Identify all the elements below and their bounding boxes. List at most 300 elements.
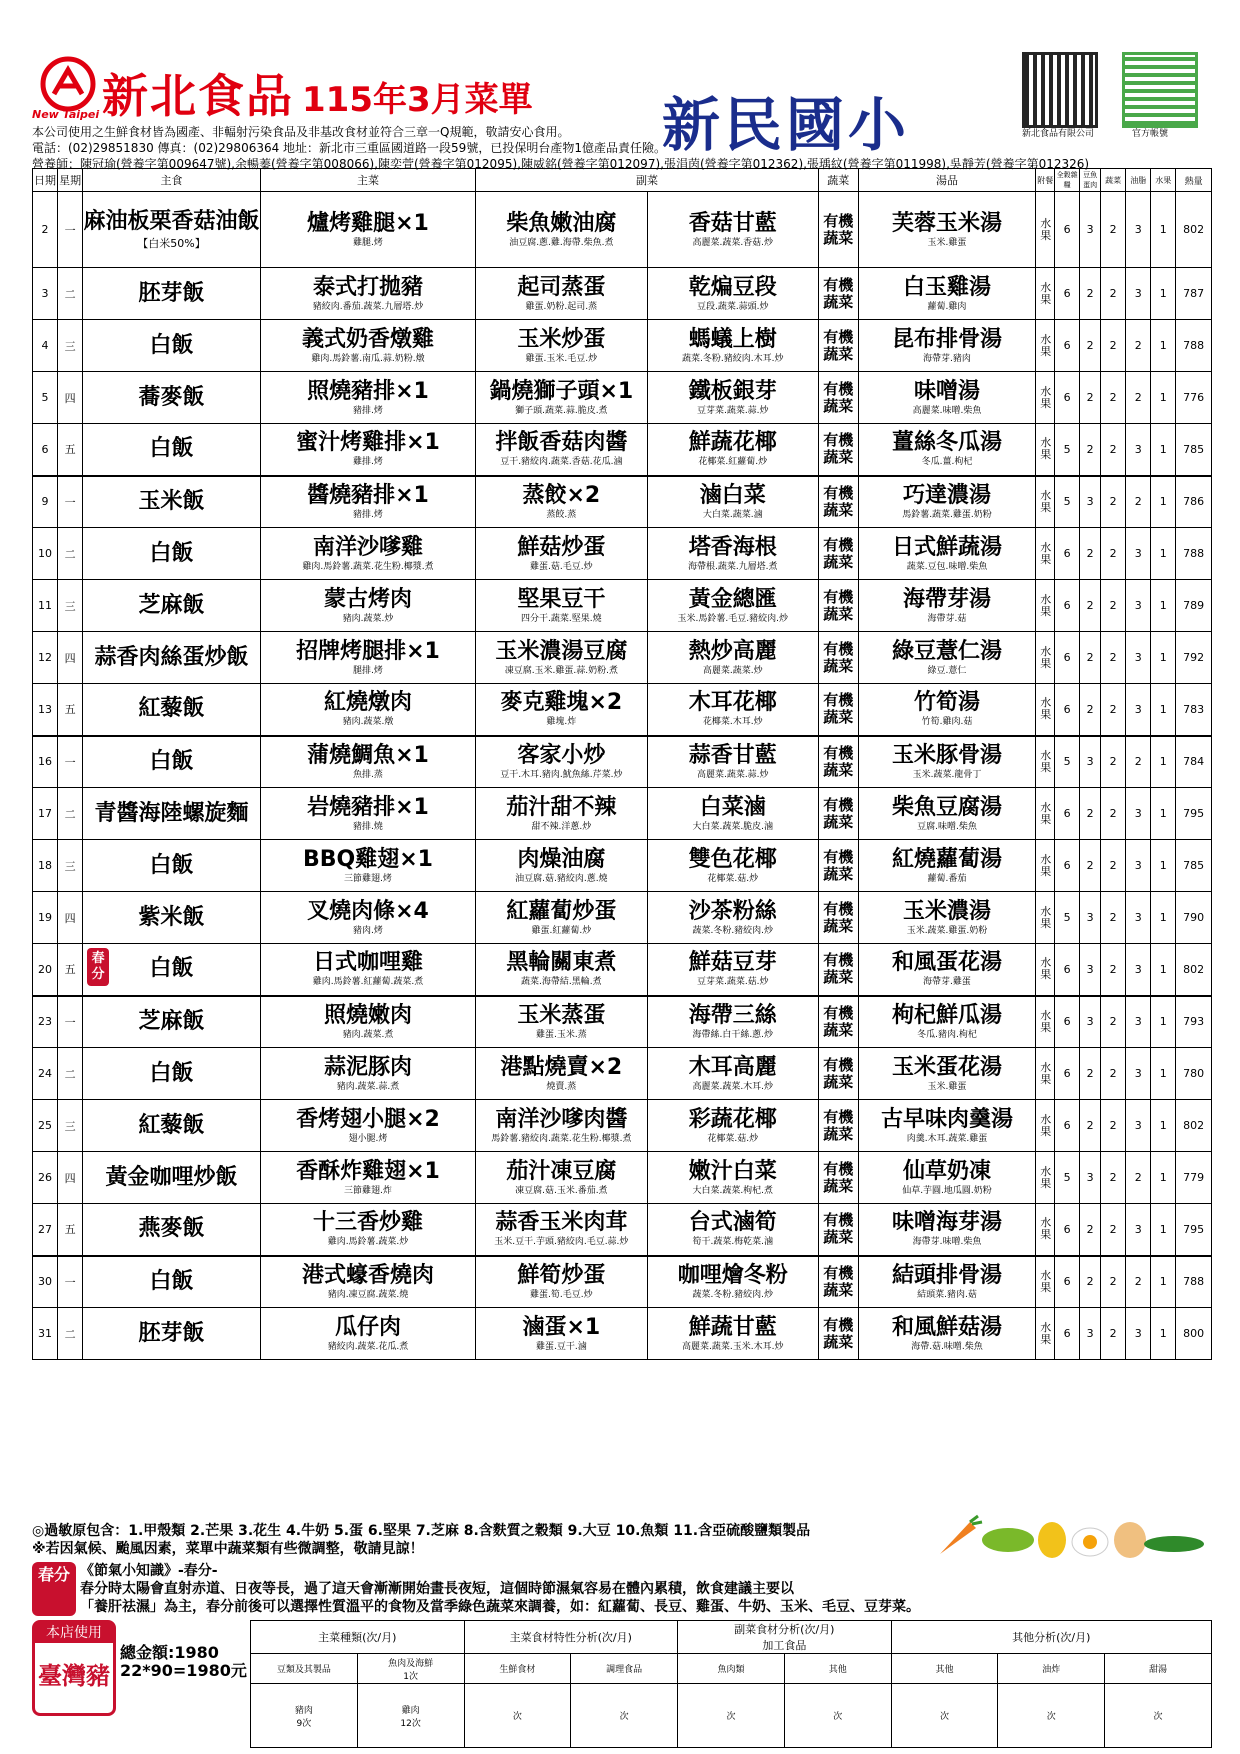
- grains-value: 6: [1063, 859, 1071, 872]
- vegetable-cell: [818, 736, 858, 788]
- side-dish-cell: [476, 996, 647, 1048]
- staple-note: 【白米50%】: [137, 236, 206, 250]
- stats-side-other: 其他: [784, 1654, 891, 1684]
- main-dish-name: 香烤翅小腿×2: [296, 1106, 440, 1132]
- staple-cell: [83, 528, 261, 580]
- menu-row: [33, 320, 1212, 372]
- veg-portion-value: 2: [1109, 599, 1117, 612]
- day-value: 五: [64, 443, 76, 457]
- day-cell: [58, 1100, 83, 1152]
- soup-ingredients: 蘿蔔.雞肉: [927, 301, 967, 312]
- side-dish-name: 柴魚嫩油腐: [506, 210, 617, 236]
- grains-cell: [1055, 1152, 1080, 1204]
- grains-value: 6: [1063, 599, 1071, 612]
- staple-name: 白飯: [149, 436, 194, 462]
- side-dish-cell: [647, 1308, 818, 1360]
- fat-cell: [1126, 1100, 1151, 1152]
- main-dish-name: 紅燒燉肉: [323, 690, 412, 716]
- side-dish-cell: [476, 944, 647, 996]
- soup-cell: [858, 528, 1036, 580]
- veg-portion-cell: [1101, 372, 1126, 424]
- day-value: 一: [64, 223, 76, 237]
- veg-portion-value: 2: [1109, 1171, 1117, 1184]
- header-veg-portion: 蔬菜: [1101, 169, 1126, 192]
- side-dish-ingredients: 蔬菜.冬粉.豬絞肉.炒: [692, 925, 774, 936]
- fruit-label: 水果: [1040, 384, 1052, 410]
- fruit-cell: [1036, 684, 1055, 736]
- staple-cell: [83, 372, 261, 424]
- main-dish-cell: [260, 632, 475, 684]
- side-dish-cell: [647, 372, 818, 424]
- staple-cell: [83, 944, 261, 996]
- date-cell: [33, 632, 58, 684]
- side-dish-ingredients: 筍干.蔬菜.梅乾菜.滷: [692, 1237, 774, 1248]
- fruit-label: 水果: [1040, 488, 1052, 514]
- contact-note: 電話：(02)29851830 傳真：(02)29806364 地址：新北市三重區國道路一段59號，已投保明台產物1億產品責任險。: [32, 141, 666, 155]
- protein-value: 2: [1086, 547, 1094, 560]
- side-dish-name: 塔香海根: [688, 534, 777, 560]
- date-cell: [33, 1048, 58, 1100]
- month-title: 115年3月菜單: [302, 80, 533, 120]
- main-dish-cell: [260, 580, 475, 632]
- calories-value: 788: [1183, 547, 1205, 560]
- fat-value: 3: [1134, 1119, 1142, 1132]
- date-value: 30: [38, 1275, 53, 1289]
- side-dish-cell: [476, 528, 647, 580]
- side-dish-name: 玉米炒蛋: [517, 326, 606, 352]
- soup-name: 仙草奶凍: [902, 1158, 991, 1184]
- day-cell: [58, 892, 83, 944]
- side-dish-name: 蒸餃×2: [522, 482, 601, 508]
- calories-value: 795: [1183, 807, 1205, 820]
- line-qr-code-icon[interactable]: [1122, 52, 1198, 128]
- side-dish-cell: [476, 788, 647, 840]
- vegetable-cell: [818, 996, 858, 1048]
- calories-value: 802: [1183, 962, 1205, 976]
- main-dish-ingredients: 雞肉.馬鈴薯.蔬菜.花生粉.椰漿.煮: [302, 561, 434, 572]
- main-dish-name: 香酥炸雞翅×1: [296, 1158, 440, 1184]
- fat-cell: [1126, 320, 1151, 372]
- analysis-table: [250, 1620, 1212, 1748]
- side-dish-name: 滷白菜: [699, 482, 766, 508]
- date-value: 17: [38, 807, 53, 820]
- main-dish-ingredients: 豬肉.蔬菜.煮: [342, 1029, 394, 1040]
- main-dish-cell: [260, 268, 475, 320]
- protein-cell: [1080, 580, 1101, 632]
- side-dish-cell: [647, 424, 818, 476]
- side-dish-name: 拌飯香菇肉醬: [495, 430, 628, 456]
- menu-row: [33, 528, 1212, 580]
- calories-cell: [1176, 424, 1212, 476]
- total-line-1: 總金額:1980: [120, 1643, 219, 1662]
- side-dish-name: 鮮筍炒蛋: [517, 1262, 606, 1288]
- fruit-portion-cell: [1151, 424, 1176, 476]
- staple-name: 紫米飯: [138, 904, 205, 930]
- date-cell: [33, 1256, 58, 1308]
- main-dish-ingredients: 三節雞翅.炸: [344, 1185, 392, 1196]
- staple-cell: [83, 476, 261, 528]
- date-cell: [33, 944, 58, 996]
- fat-value: 2: [1134, 755, 1142, 769]
- stats-unit-cell: 次: [784, 1684, 891, 1748]
- side-dish-cell: [647, 788, 818, 840]
- main-dish-cell: [260, 476, 475, 528]
- knowledge-line-1: 春分時太陽會直射赤道、日夜等長，過了這天會漸漸開始畫長夜短，這個時節濕氣容易在體內累積，飲食建議主要以: [80, 1581, 794, 1597]
- date-cell: [33, 996, 58, 1048]
- side-dish-ingredients: 玉米.馬鈴薯.毛豆.豬絞肉.炒: [677, 613, 788, 624]
- protein-value: 2: [1086, 807, 1094, 820]
- stats-bean-label: 豆類及其製品: [276, 1665, 331, 1675]
- fruit-portion-cell: [1151, 632, 1176, 684]
- day-cell: [58, 1204, 83, 1256]
- menu-row: [33, 1152, 1212, 1204]
- protein-cell: [1080, 892, 1101, 944]
- header-staple: 主食: [83, 169, 261, 192]
- grains-value: 6: [1063, 1327, 1071, 1340]
- fat-cell: [1126, 268, 1151, 320]
- calories-value: 787: [1183, 287, 1205, 300]
- veg-portion-value: 2: [1109, 962, 1117, 976]
- protein-value: 3: [1086, 962, 1094, 976]
- soup-cell: [858, 1256, 1036, 1308]
- fat-value: 3: [1134, 547, 1142, 560]
- staple-name: 胚芽飯: [138, 1320, 205, 1346]
- fruit-cell: [1036, 372, 1055, 424]
- calories-value: 776: [1183, 391, 1205, 404]
- dietitian-note: 營養師：陳冠瑜(營養字第009647號),余暢蓁(營養字第008066),陳奕萱(營養字第012095),陳威銘(營養字第012097),張涓茵(營養字第012362),張瑀紋(營養字第011998),吳靜芳(營養字第012326): [32, 157, 1090, 171]
- fruit-cell: [1036, 1308, 1055, 1360]
- fruit-cell: [1036, 1256, 1055, 1308]
- side-dish-ingredients: 雞蛋.筍.毛豆.炒: [530, 1289, 593, 1300]
- side-dish-ingredients: 蔬菜.海帶結.黑輪.煮: [521, 977, 602, 988]
- side-dish-ingredients: 馬鈴薯.豬絞肉.蔬菜.花生粉.椰漿.煮: [491, 1133, 632, 1144]
- side-dish-name: 紅蘿蔔炒蛋: [506, 898, 617, 924]
- calories-cell: [1176, 840, 1212, 892]
- fruit-portion-cell: [1151, 1100, 1176, 1152]
- staple-name: 白飯: [149, 1268, 194, 1294]
- main-dish-cell: [260, 192, 475, 268]
- grains-value: 6: [1063, 1119, 1071, 1132]
- protein-cell: [1080, 528, 1101, 580]
- fruit-portion-cell: [1151, 996, 1176, 1048]
- fat-value: 2: [1134, 1275, 1142, 1289]
- side-dish-name: 鮮菇炒蛋: [517, 534, 606, 560]
- staple-cell: [83, 684, 261, 736]
- date-cell: [33, 1152, 58, 1204]
- veg-portion-cell: [1101, 192, 1126, 268]
- veg-portion-cell: [1101, 476, 1126, 528]
- soup-name: 綠豆薏仁湯: [891, 638, 1002, 664]
- fruit-portion-value: 1: [1159, 859, 1167, 872]
- side-dish-cell: [476, 632, 647, 684]
- side-dish-name: 滷蛋×1: [522, 1314, 601, 1340]
- header-day: 星期: [58, 169, 83, 192]
- calories-cell: [1176, 892, 1212, 944]
- day-value: 三: [64, 1119, 76, 1133]
- protein-value: 2: [1086, 702, 1094, 716]
- vegetable-name: 有機蔬菜: [823, 431, 854, 467]
- main-dish-ingredients: 腿排.烤: [353, 665, 383, 676]
- staple-cell: [83, 424, 261, 476]
- fruit-portion-value: 1: [1159, 1171, 1167, 1184]
- fruit-portion-value: 1: [1159, 547, 1167, 560]
- main-dish-ingredients: 豬排.烤: [353, 509, 383, 520]
- vegetable-cell: [818, 892, 858, 944]
- calories-cell: [1176, 476, 1212, 528]
- veg-portion-cell: [1101, 996, 1126, 1048]
- fruit-portion-cell: [1151, 944, 1176, 996]
- staple-name: 玉米飯: [138, 488, 205, 514]
- veg-portion-value: 2: [1109, 859, 1117, 872]
- fat-cell: [1126, 684, 1151, 736]
- fruit-portion-cell: [1151, 192, 1176, 268]
- side-dish-ingredients: 蔬菜.冬粉.豬絞肉.炒: [692, 1289, 774, 1300]
- protein-value: 2: [1086, 1119, 1094, 1132]
- soup-ingredients: 海帶芽.菇: [927, 613, 967, 624]
- date-value: 12: [38, 651, 53, 664]
- side-dish-cell: [647, 476, 818, 528]
- fat-value: 3: [1134, 911, 1142, 924]
- brand-name: 新北食品: [102, 69, 294, 123]
- fruit-portion-cell: [1151, 476, 1176, 528]
- date-value: 25: [38, 1119, 53, 1132]
- vegetable-name: 有機蔬菜: [823, 483, 854, 519]
- main-dish-ingredients: 雞肉.馬鈴薯.紅蘿蔔.蔬菜.煮: [312, 977, 424, 988]
- stats-chicken-value: 12次: [400, 1718, 421, 1729]
- side-dish-name: 客家小炒: [517, 742, 606, 768]
- soup-name: 白玉雞湯: [902, 274, 991, 300]
- day-cell: [58, 1152, 83, 1204]
- fruit-label: 水果: [1040, 1112, 1052, 1138]
- side-dish-name: 木耳高麗: [688, 1054, 777, 1080]
- date-value: 20: [38, 962, 53, 976]
- grains-cell: [1055, 476, 1080, 528]
- fruit-label: 水果: [1040, 748, 1052, 774]
- fruit-cell: [1036, 320, 1055, 372]
- fruit-label: 水果: [1040, 852, 1052, 878]
- soup-cell: [858, 268, 1036, 320]
- soup-ingredients: 冬瓜.豬肉.枸杞: [917, 1029, 977, 1040]
- main-dish-name: 招牌烤腿排×1: [296, 638, 440, 664]
- side-dish-ingredients: 雞蛋.豆干.滷: [535, 1341, 587, 1352]
- calories-value: 783: [1183, 702, 1205, 716]
- side-dish-cell: [476, 192, 647, 268]
- protein-cell: [1080, 632, 1101, 684]
- day-cell: [58, 1048, 83, 1100]
- soup-name: 味噌湯: [913, 378, 980, 404]
- fruit-portion-cell: [1151, 788, 1176, 840]
- side-dish-ingredients: 雞蛋.玉米.毛豆.炒: [525, 353, 598, 364]
- calories-cell: [1176, 1100, 1212, 1152]
- grains-cell: [1055, 1100, 1080, 1152]
- grains-value: 6: [1063, 1275, 1071, 1289]
- fruit-portion-cell: [1151, 684, 1176, 736]
- side-dish-name: 港點燒賣×2: [500, 1054, 623, 1080]
- header-grains: 全穀雜糧: [1055, 169, 1080, 192]
- fruit-portion-cell: [1151, 892, 1176, 944]
- fruit-cell: [1036, 944, 1055, 996]
- veg-portion-value: 2: [1109, 287, 1117, 300]
- soup-ingredients: 玉米.雞蛋: [927, 237, 967, 248]
- fat-value: 2: [1134, 391, 1142, 404]
- calories-value: 802: [1183, 223, 1205, 236]
- date-cell: [33, 580, 58, 632]
- fat-cell: [1126, 1256, 1151, 1308]
- fruit-portion-cell: [1151, 1048, 1176, 1100]
- side-dish-ingredients: 四分干.蔬菜.堅果.燒: [521, 613, 602, 624]
- vegetable-name: 有機蔬菜: [823, 951, 854, 987]
- veg-portion-cell: [1101, 528, 1126, 580]
- main-dish-cell: [260, 1308, 475, 1360]
- day-cell: [58, 424, 83, 476]
- veg-portion-cell: [1101, 268, 1126, 320]
- main-dish-name: 日式咖哩雞: [312, 950, 423, 976]
- fruit-portion-value: 1: [1159, 391, 1167, 404]
- staple-name: 白飯: [149, 1060, 194, 1086]
- side-dish-name: 嫩汁白菜: [688, 1158, 777, 1184]
- fruit-cell: [1036, 1100, 1055, 1152]
- fruit-portion-cell: [1151, 528, 1176, 580]
- fat-cell: [1126, 944, 1151, 996]
- day-value: 四: [64, 1171, 76, 1185]
- main-dish-ingredients: 雞肉.馬鈴薯.南瓜.蒜.奶粉.燉: [311, 353, 425, 364]
- fruit-label: 水果: [1040, 956, 1052, 982]
- main-dish-cell: [260, 1048, 475, 1100]
- grains-value: 6: [1063, 391, 1071, 404]
- fat-value: 3: [1134, 442, 1142, 456]
- menu-row: [33, 1204, 1212, 1256]
- protein-value: 2: [1086, 651, 1094, 664]
- header-extra: 附餐: [1036, 169, 1055, 192]
- protein-value: 2: [1086, 859, 1094, 872]
- stats-pork-value: 9次: [296, 1718, 312, 1729]
- fruit-portion-value: 1: [1159, 223, 1167, 236]
- side-dish-name: 海帶三絲: [688, 1002, 777, 1028]
- veg-portion-cell: [1101, 1256, 1126, 1308]
- soup-ingredients: 高麗菜.味噌.柴魚: [912, 405, 982, 416]
- vegetable-cell: [818, 320, 858, 372]
- fat-cell: [1126, 996, 1151, 1048]
- veg-portion-cell: [1101, 736, 1126, 788]
- veg-portion-cell: [1101, 1100, 1126, 1152]
- veg-portion-cell: [1101, 580, 1126, 632]
- soup-cell: [858, 1308, 1036, 1360]
- header-date: 日期: [33, 169, 58, 192]
- date-cell: [33, 788, 58, 840]
- menu-row: [33, 788, 1212, 840]
- soup-ingredients: 蔬菜.豆包.味噌.柴魚: [906, 561, 988, 572]
- soup-name: 枸杞鮮瓜湯: [891, 1002, 1002, 1028]
- calories-value: 780: [1183, 1067, 1205, 1080]
- grains-cell: [1055, 268, 1080, 320]
- staple-name: 黃金咖哩炒飯: [105, 1164, 238, 1190]
- side-dish-ingredients: 大白菜.蔬菜.脆皮.滷: [692, 821, 774, 832]
- soup-ingredients: 玉米.雞蛋: [927, 1081, 967, 1092]
- main-dish-cell: [260, 840, 475, 892]
- side-dish-cell: [647, 632, 818, 684]
- calories-value: 792: [1183, 651, 1205, 664]
- soup-name: 玉米濃湯: [902, 898, 991, 924]
- veg-portion-value: 2: [1109, 547, 1117, 560]
- soup-cell: [858, 476, 1036, 528]
- stats-header-side: [678, 1621, 892, 1654]
- day-value: 四: [64, 651, 76, 665]
- calories-cell: [1176, 1204, 1212, 1256]
- soup-cell: [858, 1100, 1036, 1152]
- grains-value: 6: [1063, 1015, 1071, 1029]
- veg-portion-value: 2: [1109, 1067, 1117, 1080]
- side-dish-ingredients: 大白菜.蔬菜.枸杞.煮: [692, 1185, 774, 1196]
- veg-portion-value: 2: [1109, 1015, 1117, 1029]
- grains-value: 6: [1063, 223, 1071, 236]
- staple-name: 白飯: [149, 748, 194, 774]
- side-dish-ingredients: 雞蛋.奶粉.起司.蒸: [525, 301, 598, 312]
- main-dish-name: 照燒豬排×1: [307, 378, 429, 404]
- stats-dessert: 甜湯: [1105, 1654, 1212, 1684]
- staple-cell: [83, 1308, 261, 1360]
- menu-row: [33, 684, 1212, 736]
- side-dish-name: 茄汁凍豆腐: [506, 1158, 617, 1184]
- grains-value: 5: [1063, 495, 1071, 509]
- side-dish-ingredients: 燒賣.蒸: [546, 1081, 577, 1092]
- soup-ingredients: 海帶芽.味噌.柴魚: [912, 1237, 982, 1248]
- qr-caption-line: 官方帳號: [1132, 129, 1169, 139]
- header-vegetable: 蔬菜: [818, 169, 858, 192]
- side-dish-cell: [476, 736, 647, 788]
- side-dish-ingredients: 高麗菜.蔬菜.木耳.炒: [692, 1081, 774, 1092]
- staple-cell: [83, 1100, 261, 1152]
- stats-unit-cell: 次: [571, 1684, 678, 1748]
- total-line-2: 22*90=1980元: [120, 1661, 247, 1680]
- calories-value: 790: [1183, 911, 1205, 924]
- stats-unit-cell: 次: [678, 1684, 785, 1748]
- pork-badge-name: 臺灣豬: [38, 1662, 110, 1690]
- protein-value: 2: [1086, 1222, 1094, 1236]
- calories-cell: [1176, 1152, 1212, 1204]
- vegetable-cell: [818, 1308, 858, 1360]
- page-header: [32, 48, 1212, 171]
- side-dish-cell: [476, 372, 647, 424]
- main-dish-name: BBQ雞翅×1: [302, 846, 433, 872]
- stats-fishmeat: 魚肉類: [678, 1654, 785, 1684]
- fat-value: 3: [1134, 1015, 1142, 1029]
- fruit-portion-cell: [1151, 580, 1176, 632]
- fat-cell: [1126, 476, 1151, 528]
- fruit-portion-value: 1: [1159, 1067, 1167, 1080]
- protein-cell: [1080, 424, 1101, 476]
- fat-cell: [1126, 372, 1151, 424]
- side-dish-ingredients: 花椰菜.木耳.炒: [702, 717, 763, 728]
- fruit-label: 水果: [1040, 1216, 1052, 1242]
- side-dish-ingredients: 豆干.木耳.豬肉.魷魚絲.芹菜.炒: [500, 769, 623, 780]
- soup-cell: [858, 632, 1036, 684]
- side-dish-cell: [647, 192, 818, 268]
- date-cell: [33, 736, 58, 788]
- facebook-qr-code-icon[interactable]: [1022, 52, 1098, 128]
- soup-name: 和風蛋花湯: [891, 950, 1002, 976]
- fruit-cell: [1036, 476, 1055, 528]
- vegetable-cell: [818, 1048, 858, 1100]
- day-cell: [58, 268, 83, 320]
- grains-value: 6: [1063, 807, 1071, 820]
- calories-value: 785: [1183, 442, 1205, 456]
- fruit-cell: [1036, 192, 1055, 268]
- side-dish-ingredients: 凍豆腐.菇.玉米.番茄.煮: [515, 1185, 608, 1196]
- veg-portion-value: 2: [1109, 1275, 1117, 1289]
- side-dish-name: 乾煸豆段: [688, 274, 777, 300]
- date-value: 6: [41, 442, 49, 456]
- protein-cell: [1080, 944, 1101, 996]
